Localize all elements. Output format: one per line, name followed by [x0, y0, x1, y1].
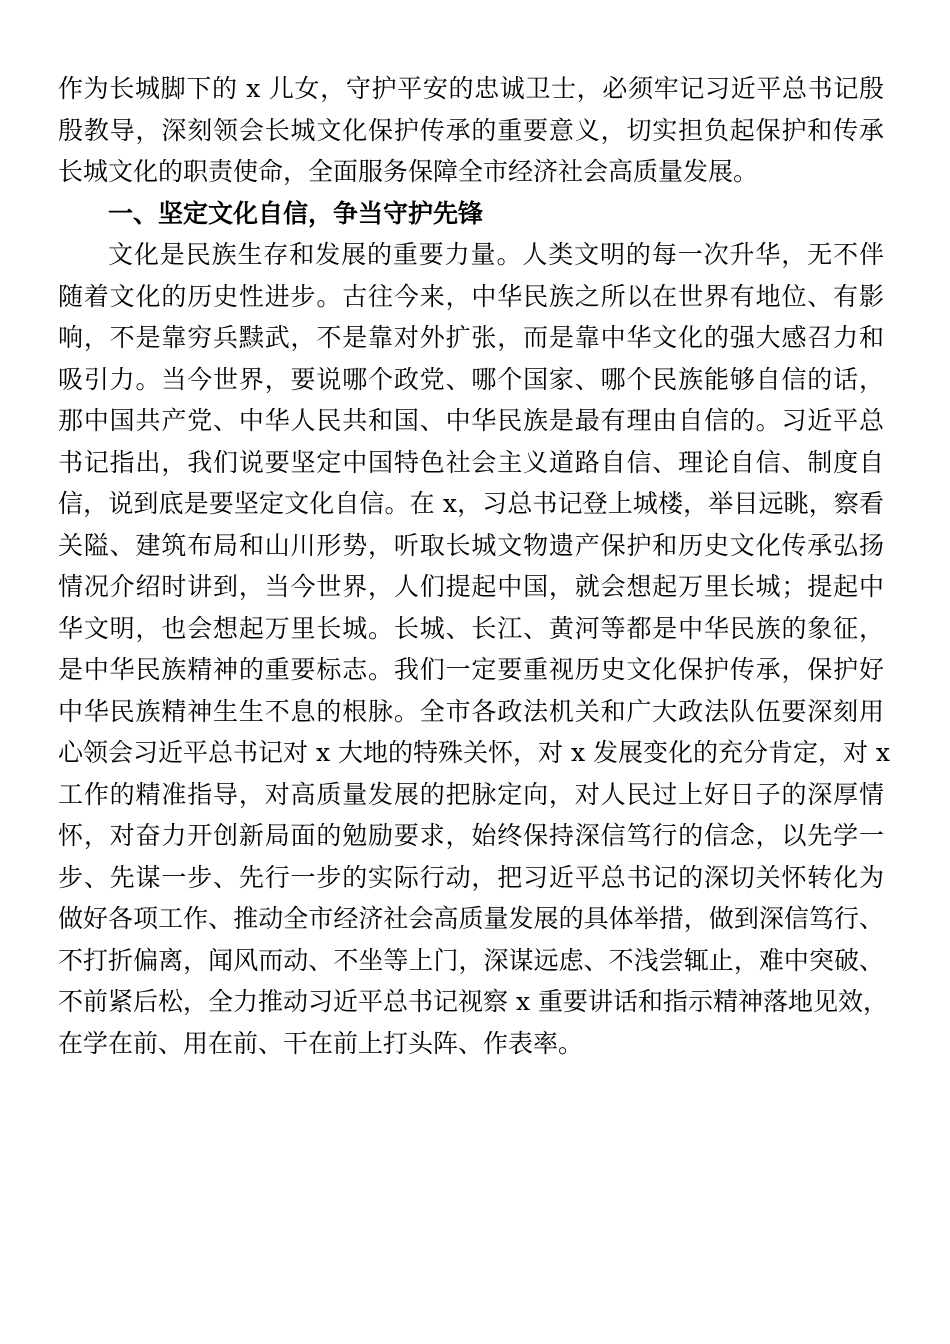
text-line: 文化是民族生存和发展的重要力量。人类文明的每一次升华，无不伴	[108, 240, 884, 269]
document-page	[58, 68, 891, 1064]
section-heading: 一、坚定文化自信，争当守护先锋	[108, 198, 484, 228]
text-line: 中华民族精神生生不息的根脉。全市各政法机关和广大政法队伍要深刻用	[58, 696, 884, 726]
text-line: 长城文化的职责使命，全面服务保障全市经济社会高质量发展。	[58, 157, 759, 186]
text-line: 关隘、建筑布局和山川形势，听取长城文物遗产保护和历史文化传承弘扬	[58, 530, 884, 560]
text-line: 信，说到底是要坚定文化自信。在 x，习总书记登上城楼，举目远眺，察看	[58, 489, 884, 518]
text-line: 殷教导，深刻领会长城文化保护传承的重要意义，切实担负起保护和传承	[58, 115, 884, 145]
intro-paragraph	[58, 68, 884, 193]
text-line: 在学在前、用在前、干在前上打头阵、作表率。	[58, 1028, 584, 1058]
body-paragraph	[58, 234, 891, 1064]
text-line: 情况介绍时讲到，当今世界，人们提起中国，就会想起万里长城；提起中	[58, 572, 884, 601]
text-line: 书记指出，我们说要坚定中国特色社会主义道路自信、理论自信、制度自	[58, 447, 884, 477]
text-line: 华文明，也会想起万里长城。长城、长江、黄河等都是中华民族的象征，	[58, 613, 884, 643]
text-line: 那中国共产党、中华人民共和国、中华民族是最有理由自信的。习近平总	[58, 406, 884, 435]
text-line: 随着文化的历史性进步。古往今来，中华民族之所以在世界有地位、有影	[58, 281, 884, 311]
text-line: 不打折偏离，闻风而动、不坐等上门，深谋远虑、不浅尝辄止，难中突破、	[58, 945, 884, 975]
text-line: 响，不是靠穷兵黩武，不是靠对外扩张，而是靠中华文化的强大感召力和	[58, 323, 884, 352]
text-line: 做好各项工作、推动全市经济社会高质量发展的具体举措，做到深信笃行、	[58, 904, 884, 933]
text-line: 吸引力。当今世界，要说哪个政党、哪个国家、哪个民族能够自信的话，	[58, 364, 884, 394]
text-line: 心领会习近平总书记对 x 大地的特殊关怀，对 x 发展变化的充分肯定，对 x	[58, 738, 891, 767]
text-line: 工作的精准指导，对高质量发展的把脉定向，对人民过上好日子的深厚情	[58, 779, 884, 809]
text-line: 作为长城脚下的 x 儿女，守护平安的忠诚卫士，必须牢记习近平总书记殷	[58, 74, 884, 103]
text-line: 步、先谋一步、先行一步的实际行动，把习近平总书记的深切关怀转化为	[58, 862, 884, 892]
text-line: 不前紧后松，全力推动习近平总书记视察 x 重要讲话和指示精神落地见效，	[58, 987, 888, 1016]
text-line: 是中华民族精神的重要标志。我们一定要重视历史文化保护传承，保护好	[58, 655, 884, 684]
text-line: 怀，对奋力开创新局面的勉励要求，始终保持深信笃行的信念，以先学一	[58, 821, 884, 850]
